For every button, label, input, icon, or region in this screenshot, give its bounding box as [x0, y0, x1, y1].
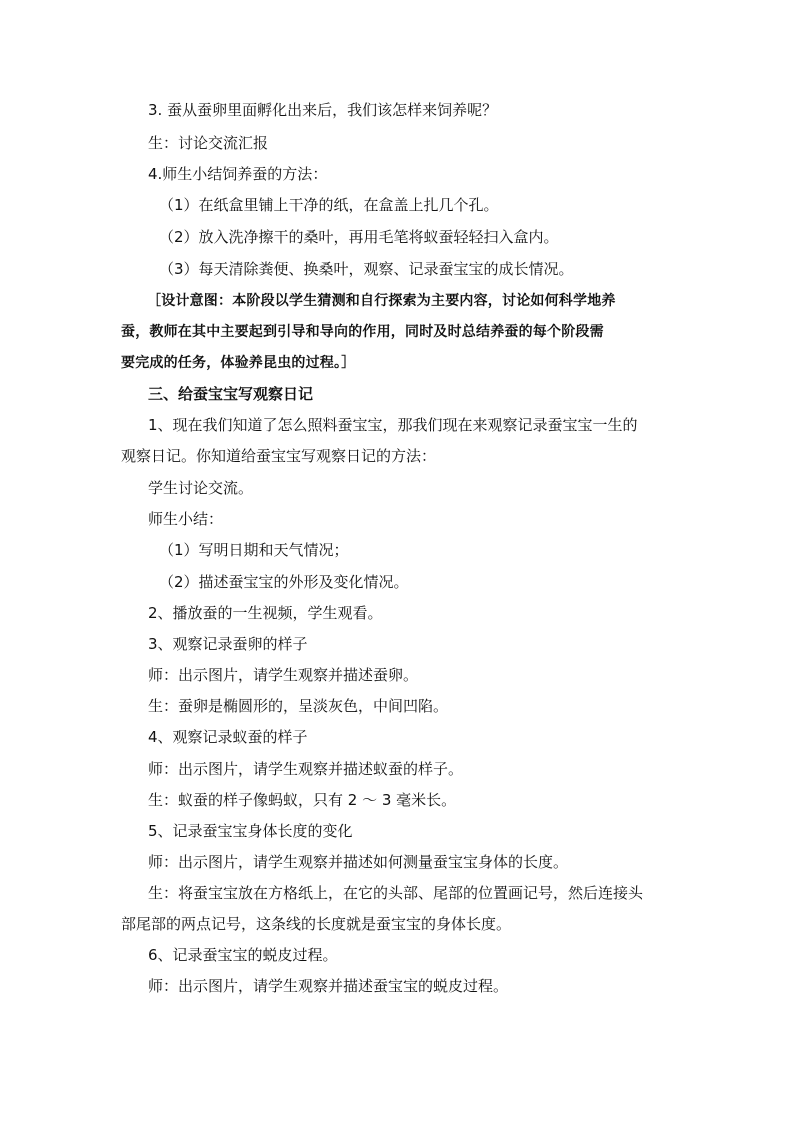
text-line: 师生小结： — [148, 510, 224, 528]
text-line: 4.师生小结饲养蚕的方法： — [148, 165, 328, 183]
text-line: 学生讨论交流。 — [148, 479, 254, 497]
text-line: 2、播放蚕的一生视频，学生观看。 — [148, 604, 383, 622]
text-line: 师：出示图片，请学生观察并描述蚕宝宝的蜕皮过程。 — [148, 977, 509, 995]
text-line: 师：出示图片，请学生观察并描述蚁蚕的样子。 — [148, 760, 464, 778]
text-line: 1、现在我们知道了怎么照料蚕宝宝，那我们现在来观察记录蚕宝宝一生的 — [148, 416, 638, 434]
text-line: （1）写明日期和天气情况； — [159, 541, 349, 559]
text-line: 生：将蚕宝宝放在方格纸上，在它的头部、尾部的位置画记号，然后连接头 — [148, 884, 644, 902]
text-line: 5、记录蚕宝宝身体长度的变化 — [148, 822, 353, 840]
text-line: （3）每天清除粪便、换桑叶，观察、记录蚕宝宝的成长情况。 — [159, 260, 574, 278]
text-line: （2）放入洗净擦干的桑叶，再用毛笔将蚁蚕轻轻扫入盒内。 — [159, 228, 559, 246]
text-line: 3、观察记录蚕卵的样子 — [148, 635, 308, 653]
text-line: 部尾部的两点记号，这条线的长度就是蚕宝宝的身体长度。 — [121, 915, 512, 933]
section-heading: 三、给蚕宝宝写观察日记 — [148, 385, 314, 403]
text-line: （2）描述蚕宝宝的外形及变化情况。 — [159, 573, 409, 591]
text-line: 师：出示图片，请学生观察并描述蚕卵。 — [148, 666, 419, 684]
text-line: 生：讨论交流汇报 — [148, 134, 269, 152]
design-note-line: 要完成的任务，体验养昆虫的过程。］ — [121, 355, 356, 371]
text-line: （1）在纸盒里铺上干净的纸，在盒盖上扎几个孔。 — [159, 196, 499, 214]
text-line: 生：蚁蚕的样子像蚂蚁，只有 2 ～ 3 毫米长。 — [148, 791, 457, 809]
text-line: 3. 蚕从蚕卵里面孵化出来后，我们该怎样来饲养呢？ — [148, 101, 498, 119]
text-line: 师：出示图片，请学生观察并描述如何测量蚕宝宝身体的长度。 — [148, 853, 569, 871]
design-note-line: 蚕，教师在其中主要起到引导和导向的作用，同时及时总结养蚕的每个阶段需 — [121, 324, 604, 340]
text-line: 6、记录蚕宝宝的蜕皮过程。 — [148, 946, 338, 964]
design-note-line: ［设计意图：本阶段以学生猜测和自行探索为主要内容，讨论如何科学地养 — [147, 293, 616, 309]
text-line: 观察日记。你知道给蚕宝宝写观察日记的方法： — [121, 447, 437, 465]
text-line: 4、观察记录蚁蚕的样子 — [148, 728, 308, 746]
text-line: 生：蚕卵是椭圆形的，呈淡灰色，中间凹陷。 — [148, 697, 449, 715]
